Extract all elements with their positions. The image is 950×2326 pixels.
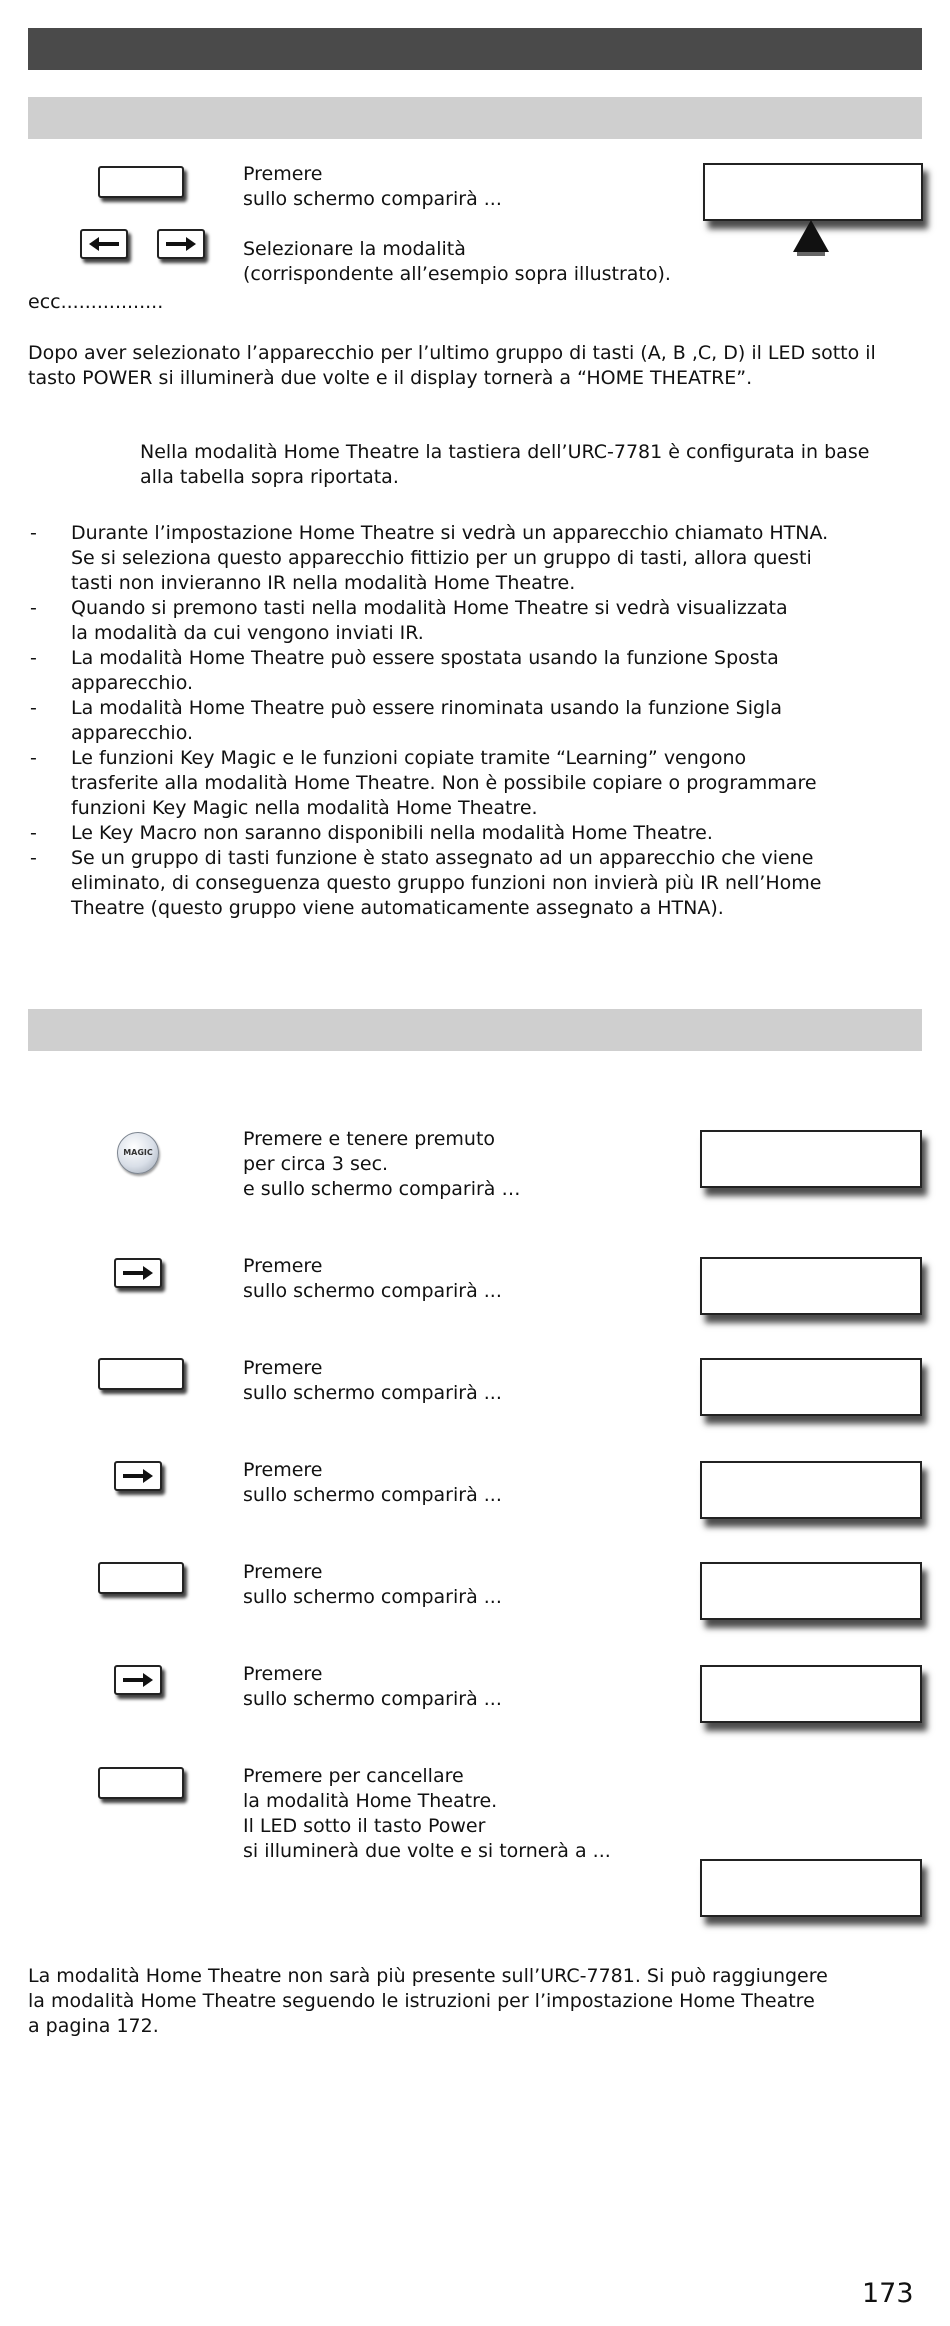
step-3: Premere sullo schermo comparirà ... [243,1357,502,1404]
header-bar [28,28,922,70]
step-delete: Premere per cancellare la modalità Home Theatre. Il LED sotto il tasto Power si illuminerà due volte e si tornerà a ... [243,1765,611,1862]
lcd-display [700,1130,922,1188]
step-4: Premere sullo schermo comparirà ... [243,1459,502,1506]
magic-key-icon: MAGIC [117,1132,159,1174]
lcd-display [700,1562,922,1620]
blank-key [98,1562,184,1594]
ecc-text: ecc................. [28,291,164,313]
blank-key [98,166,184,198]
section-bar-1 [28,97,922,139]
list-item: - Quando si premono tasti nella modalità Home Theatre si vedrà visualizzata la modalità da cui vengono inviati IR. [28,596,918,646]
left-arrow-icon [80,229,128,259]
right-arrow-icon [114,1461,162,1491]
step-6: Premere sullo schermo comparirà ... [243,1663,502,1710]
step-magic: Premere e tenere premuto per circa 3 sec. e sullo schermo comparirà … [243,1128,521,1200]
lcd-display [703,163,923,221]
footer-text: La modalità Home Theatre non sarà più presente sull’URC-7781. Si può raggiungere la modalità Home Theatre seguendo le istruzioni per l’impostazione Home Theatre a pagina 172. [28,1965,828,2037]
lcd-display [700,1358,922,1416]
right-arrow-icon [157,229,205,259]
right-arrow-icon [114,1258,162,1288]
list-item: - La modalità Home Theatre può essere spostata usando la funzione Sposta apparecchio. [28,646,918,696]
intro-step-1: Premere sullo schermo comparirà ... [243,163,502,210]
right-arrow-icon [114,1665,162,1695]
lcd-display [700,1257,922,1315]
step-5: Premere sullo schermo comparirà ... [243,1561,502,1608]
page-number: 173 [862,2278,914,2309]
lcd-display [700,1461,922,1519]
list-item: - Le Key Macro non saranno disponibili nella modalità Home Theatre. [28,821,918,846]
blank-key [98,1358,184,1390]
lcd-display [700,1859,922,1917]
list-item: - Le funzioni Key Magic e le funzioni copiate tramite “Learning” vengono trasferite alla modalità Home Theatre. Non è possibile copiare o programmare funzioni Key Magic nella modalità Home Theatre. [28,746,918,821]
list-item: - Durante l’impostazione Home Theatre si vedrà un apparecchio chiamato HTNA. Se si seleziona questo apparecchio fittizio per un gruppo di tasti, allora questi tasti non invieranno IR nella modalità Home Theatre. [28,521,918,596]
intro-step-2: Selezionare la modalità (corrispondente all’esempio sopra illustrato). [243,238,671,285]
notes-list [28,521,918,921]
blank-key [98,1767,184,1799]
intro-note: Nella modalità Home Theatre la tastiera dell’URC-7781 è configurata in base alla tabella sopra riportata. [140,441,870,488]
list-item: - La modalità Home Theatre può essere rinominata usando la funzione Sigla apparecchio. [28,696,918,746]
step-2: Premere sullo schermo comparirà ... [243,1255,502,1302]
intro-paragraph: Dopo aver selezionato l’apparecchio per l’ultimo gruppo di tasti (A, B ,C, D) il LED sotto il tasto POWER si illuminerà due volte e il display tornerà a “HOME THEATRE”. [28,342,876,389]
pointer-triangle-icon [793,220,829,258]
lcd-display [700,1665,922,1723]
list-item: - Se un gruppo di tasti funzione è stato assegnato ad un apparecchio che viene eliminato, di conseguenza questo gruppo funzioni non invierà più IR nell’Home Theatre (questo gruppo viene automaticamente assegnato a HTNA). [28,846,918,921]
section-bar-2 [28,1009,922,1051]
